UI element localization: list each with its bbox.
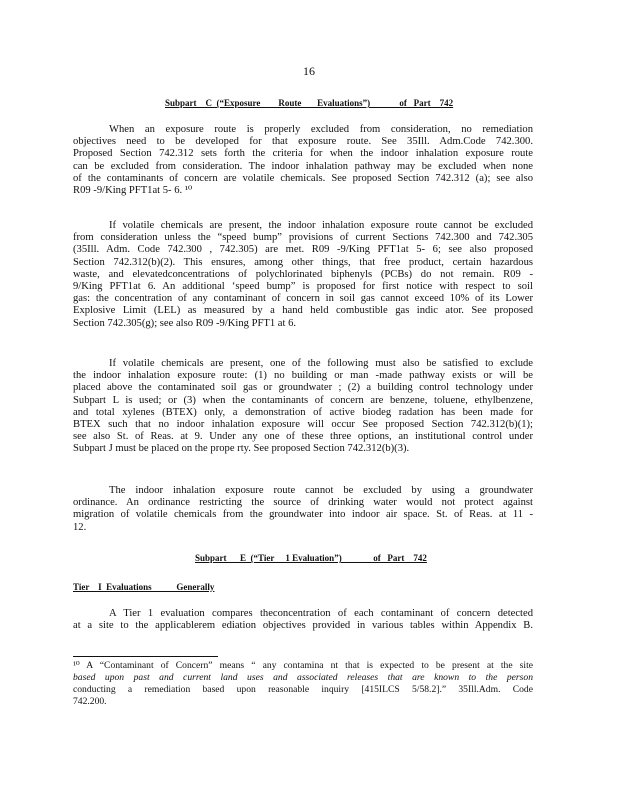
text-line: 742.200. (73, 696, 107, 707)
text-line: 12. (73, 521, 87, 533)
text-line: objectives need to be developed for that exposure route. See 35Ill. Adm.Code 742.300. (73, 136, 533, 148)
text-line: (35Ill. Adm. Code 742.300 , 742.305) are met. R09 -9/King PFT1at 5- 6; see also proposed (73, 244, 533, 256)
text-line: Subpart L is used; or (3) when the contaminants of concern are benzene, toluene, ethylbenzene, (73, 394, 533, 406)
text-line: Proposed Section 742.312 sets forth the criteria for when the indoor inhalation exposure route (73, 148, 533, 160)
text-line: If volatile chemicals are present, one of the following must also be satisfied to exclude (109, 358, 533, 369)
section-heading-subpart-c: Subpart C (“Exposure Route Evaluations”) of Part 742 (165, 98, 454, 108)
footnote-separator (73, 656, 218, 657)
text-line: Section 742.312(b)(2). This ensures, among other things, that free product, certain hazardous (73, 256, 533, 268)
text-line: Subpart J must be placed on the prope rty. See proposed Section 742.312(b)(3). (73, 443, 410, 455)
text-line: waste, and elevatedconcentrations of polychlorinated biphenyls (PCBs) do not remain. R09 - (73, 268, 533, 280)
text-line: migration of volatile chemicals from the groundwater into indoor air space. St. of Reas. at 11 - (73, 509, 533, 521)
text-line: When an exposure route is properly excluded from consideration, no remediation (109, 124, 533, 135)
text-line: and total xylenes (BTEX) only, a demonstration of active biodeg radation has been made for (73, 406, 533, 418)
text-line: ordinance. An ordinance restricting the source of drinking water would not protect against (73, 497, 533, 509)
text-line: based upon past and current land uses and associated releases that are known to the person (73, 672, 533, 683)
text-line: 9/King PFT1at 6. An additional ‘speed bump” is proposed for first notice with respect to soil (73, 281, 533, 293)
paragraph-1 (73, 124, 533, 197)
text-line: The indoor inhalation exposure route cannot be excluded by using a groundwater (109, 485, 533, 496)
text-line: can be excluded from consideration. The indoor inhalation pathway may be excluded when none (73, 160, 533, 172)
text-line: from consideration unless the “speed bump” provisions of current Sections 742.300 and 742.305 (73, 232, 533, 244)
text-line: A Tier 1 evaluation compares theconcentration of each contaminant of concern detected (109, 608, 533, 619)
text-line: at a site to the applicablerem ediation objectives provided in various tables within Appendix B. (73, 620, 533, 632)
text-line: gas: the concentration of any contaminant of concern in soil gas cannot exceed 10% of its Lower (73, 293, 533, 305)
text-line: of the contaminants of concern are volatile chemicals. See proposed Section 742.312 (a); see also (73, 172, 533, 184)
text-line: placed above the contaminated soil gas or groundwater ; (2) a building control technology under (73, 382, 533, 394)
paragraph-3 (73, 358, 533, 456)
text-line: BTEX such that no indoor inhalation exposure will occur See proposed Section 742.312(b)(1); (73, 419, 533, 431)
subsection-heading-tier-1: Tier I Evaluations Generally (73, 582, 215, 592)
text-line: Section 742.305(g); see also R09 -9/King PFT1 at 6. (73, 317, 297, 329)
text-line: the indoor inhalation exposure route: (1) no building or man -made pathway exists or will be (73, 370, 533, 382)
text-line: conducting a remediation based upon reasonable inquiry [415ILCS 5/58.2].” 35Ill.Adm. Code (73, 684, 533, 695)
section-heading-subpart-e: Subpart E (“Tier 1 Evaluation”) of Part 742 (195, 553, 427, 563)
text-line: see also St. of Reas. at 9. Under any one of these three options, an institutional control under (73, 431, 533, 443)
paragraph-2 (73, 220, 533, 330)
footnote-10 (73, 660, 533, 708)
text-line: R09 -9/King PFT1at 5- 6. ¹⁰ (73, 185, 193, 197)
paragraph-5 (73, 608, 533, 632)
text-line: ¹⁰ A “Contaminant of Concern” means “ any contamina nt that is expected to be present at the site (73, 660, 533, 671)
text-line: If volatile chemicals are present, the indoor inhalation exposure route cannot be excluded (109, 220, 533, 231)
page-number: 16 (303, 64, 315, 78)
text-line: Explosive Limit (LEL) as measured by a hand held combustible gas indic ator. See proposed (73, 305, 533, 317)
paragraph-4 (73, 485, 533, 534)
